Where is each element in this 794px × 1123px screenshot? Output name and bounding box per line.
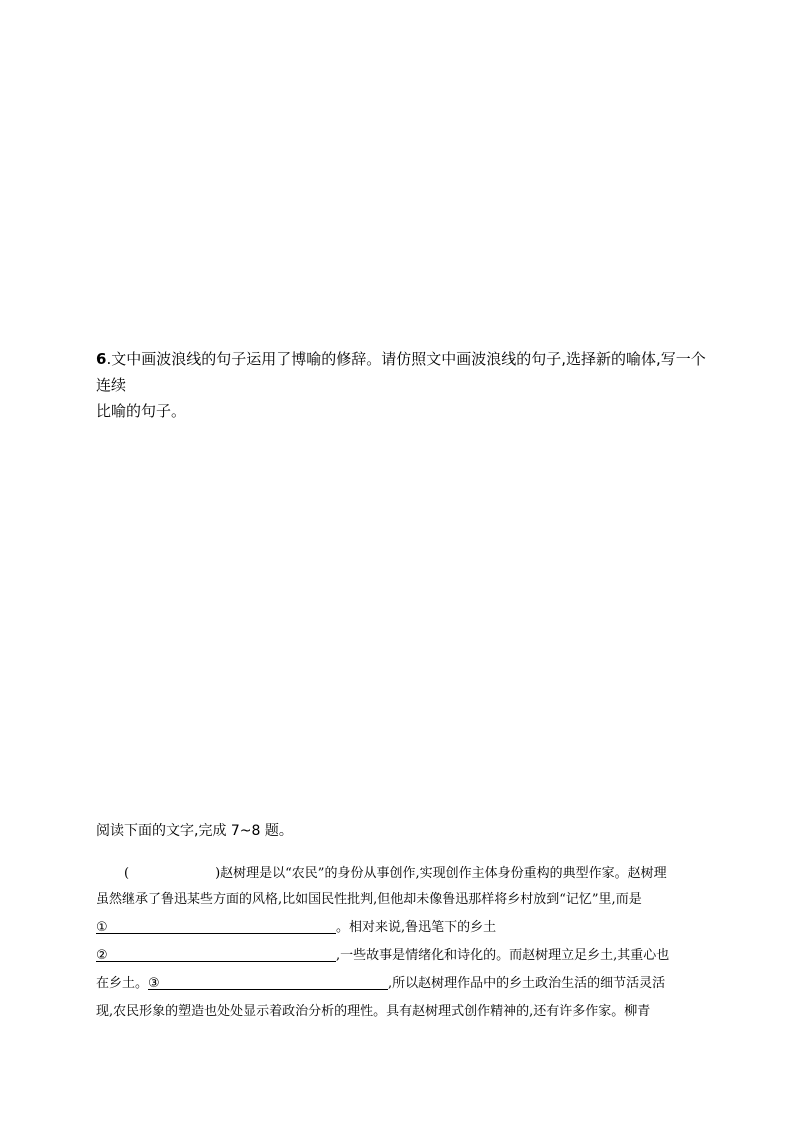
passage-line-4-text: ,一些故事是情绪化和诗化的。而赵树理立足乡土,其重心也	[336, 948, 670, 963]
blank-2-marker: ②	[96, 948, 108, 963]
question-6	[96, 346, 706, 424]
passage-line-5-text: ,所以赵树理作品中的乡土政治生活的细节活灵活	[388, 976, 666, 991]
blank-1[interactable]	[96, 918, 336, 934]
question-text-line-2: 比喻的句子。	[96, 402, 187, 420]
blank-3-marker: ③	[148, 976, 160, 991]
passage-line-1-text: )赵树理是以“农民”的身份从事创作,实现创作主体身份重构的典型作家。赵树理	[215, 866, 667, 881]
question-text-line-1: .文中画波浪线的句子运用了博喻的修辞。请仿照文中画波浪线的句子,选择新的喻体,写一个连续	[96, 350, 706, 394]
passage-line-3-text: 。相对来说,鲁迅笔下的乡土	[336, 920, 497, 935]
passage-line-2: 虽然继承了鲁迅某些方面的风格,比如国民性批判,但他却未像鲁迅那样将乡村放到“记忆”里,而是	[96, 892, 642, 907]
blank-1-marker: ①	[96, 920, 108, 935]
passage-line-6: 现,农民形象的塑造也处处显示着政治分析的理性。具有赵树理式创作精神的,还有许多作家。柳青	[96, 1004, 651, 1019]
passage-line-4	[96, 946, 669, 966]
blank-2[interactable]	[96, 946, 336, 962]
question-number: 6	[96, 350, 107, 368]
reading-intro: 阅读下面的文字,完成 7~8 题。	[96, 823, 293, 839]
passage-line-3	[96, 918, 496, 938]
passage-line-1	[124, 864, 667, 884]
paren-open: (	[124, 866, 130, 881]
blank-3[interactable]	[148, 974, 388, 990]
passage-line-5-pre: 在乡土。	[96, 976, 149, 991]
passage-line-5	[96, 974, 665, 994]
